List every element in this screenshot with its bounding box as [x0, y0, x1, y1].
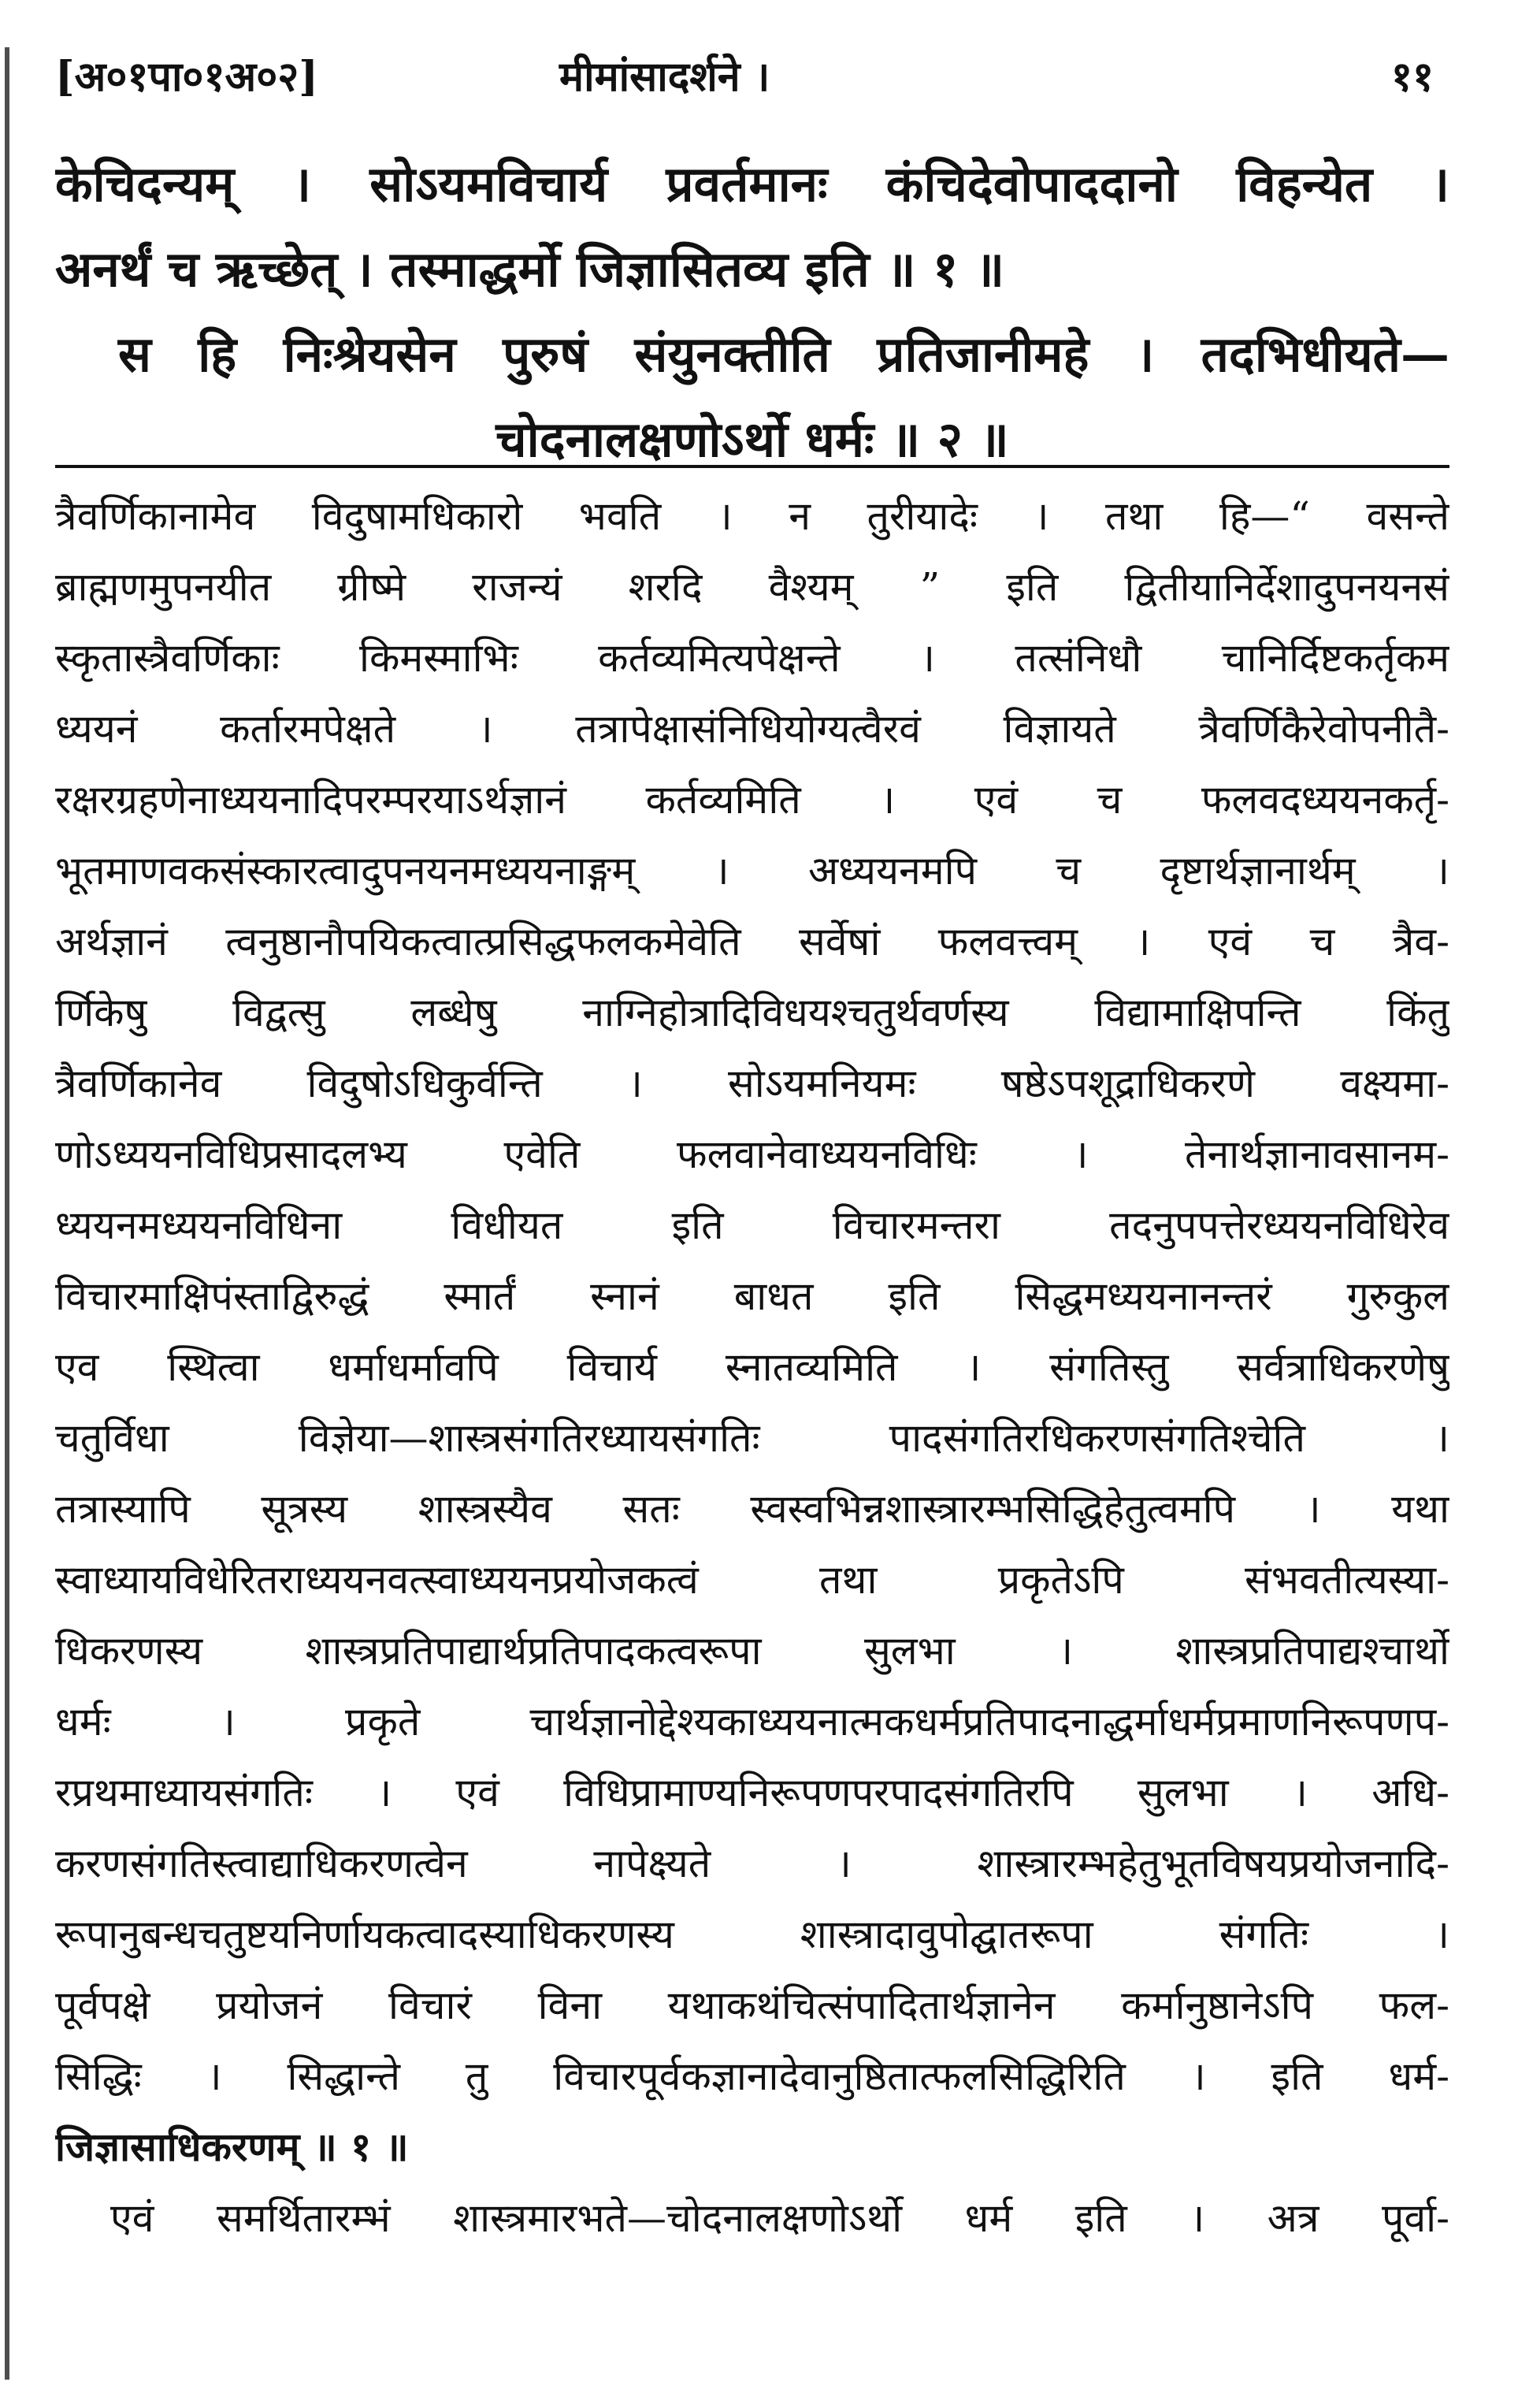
commentary-line: भूतमाणवकसंस्कारत्वादुपनयनमध्ययनाङ्गम् । अध्ययनमपि च दृष्टार्थज्ञानार्थम् । — [55, 848, 1449, 894]
commentary-line: र्णिकेषु विद्वत्सु लब्धेषु नाग्निहोत्रादिविधयश्चतुर्थवर्णस्य विद्यामाक्षिपन्ति किंतु — [55, 990, 1449, 1035]
sutra-line: अनर्थं च ऋच्छेत् । तस्माद्धर्मो जिज्ञासितव्य इति ॥ १ ॥ — [55, 240, 1004, 298]
commentary-line: ब्राह्मणमुपनयीत ग्रीष्मे राजन्यं शरदि वैश्यम् ” इति द्वितीयानिर्देशादुपनयनसं — [55, 564, 1449, 610]
commentary-line: रूपानुबन्धचतुष्टयनिर्णायकत्वादस्याधिकरणस्य शास्त्रादावुपोद्घातरूपा संगतिः । — [55, 1912, 1449, 1957]
commentary-line: एवं समर्थितारम्भं शास्त्रमारभते—चोदनालक्षणोऽर्थो धर्म इति । अत्र पूर्वा- — [110, 2195, 1449, 2241]
sutra-heading: चोदनालक्षणोऽर्थो धर्मः ॥ २ ॥ — [495, 411, 1009, 468]
chapter-reference: [अ०१पा०१अ०२] — [55, 53, 318, 101]
commentary-line: त्रैवर्णिकानामेव विदुषामधिकारो भवति । न तुरीयादेः । तथा हि—“ वसन्ते — [55, 493, 1449, 539]
commentary-line: करणसंगतिस्त्वाद्याधिकरणत्वेन नापेक्ष्यते । शास्त्रारम्भहेतुभूतविषयप्रयोजनादि- — [55, 1841, 1449, 1886]
commentary-line: विचारमाक्षिपंस्ताद्विरुद्धं स्मार्तं स्नानं बाधत इति सिद्धमध्ययनानन्तरं गुरुकुल — [55, 1273, 1449, 1319]
commentary-line: ध्ययनं कर्तारमपेक्षते । तत्रापेक्षासंनिधियोग्यत्वैरवं विज्ञायते त्रैवर्णिकैरेवोपनीतै- — [55, 706, 1449, 752]
page-number: ११ — [1390, 53, 1434, 101]
commentary-text — [55, 481, 1449, 2254]
commentary-line: स्वाध्यायविधेरितराध्ययनवत्स्वाध्ययनप्रयोजकत्वं तथा प्रकृतेऽपि संभवतीत्यस्या- — [55, 1557, 1449, 1603]
commentary-line: धिकरणस्य शास्त्रप्रतिपाद्यार्थप्रतिपादकत्वरूपा सुलभा । शास्त्रप्रतिपाद्यश्चार्थो — [55, 1628, 1449, 1674]
commentary-line: णोऽध्ययनविधिप्रसादलभ्य एवेति फलवानेवाध्ययनविधिः । तेनार्थज्ञानावसानम- — [55, 1132, 1449, 1177]
commentary-line: सिद्धिः । सिद्धान्ते तु विचारपूर्वकज्ञानादेवानुष्ठितात्फलसिद्धिरिति । इति धर्म- — [55, 2053, 1449, 2099]
sutra-line: स हि निःश्रेयसेन पुरुषं संयुनक्तीति प्रतिजानीमहे । तदभिधीयते— — [118, 325, 1449, 383]
commentary-line: त्रैवर्णिकानेव विदुषोऽधिकुर्वन्ति । सोऽयमनियमः षष्ठेऽपशूद्राधिकरणे वक्ष्यमा- — [55, 1061, 1449, 1106]
adhikarana-end-line: जिज्ञासाधिकरणम् ॥ १ ॥ — [55, 2124, 409, 2170]
running-title: मीमांसादर्शने । — [559, 53, 770, 101]
commentary-line: पूर्वपक्षे प्रयोजनं विचारं विना यथाकथंचित्संपादितार्थज्ञानेन कर्मानुष्ठानेऽपि फल- — [55, 1983, 1449, 2028]
sutra-text — [55, 142, 1449, 482]
commentary-line: ध्ययनमध्ययनविधिना विधीयत इति विचारमन्तरा तदनुपपत्तेरध्ययनविधिरेव — [55, 1202, 1449, 1248]
commentary-line: रक्षरग्रहणेनाध्ययनादिपरम्परयाऽर्थज्ञानं कर्तव्यमिति । एवं च फलवदध्ययनकर्तृ- — [55, 777, 1449, 823]
running-head — [47, 39, 1434, 118]
commentary-line: स्कृतास्त्रैवर्णिकाः किमस्माभिः कर्तव्यमित्यपेक्षन्ते । तत्संनिधौ चानिर्दिष्टकर्तृकम — [55, 635, 1449, 681]
divider-rule — [55, 465, 1449, 468]
commentary-line: एव स्थित्वा धर्माधर्मावपि विचार्य स्नातव्यमिति । संगतिस्तु सर्वत्राधिकरणेषु — [55, 1344, 1449, 1390]
commentary-line: अर्थज्ञानं त्वनुष्ठानौपयिकत्वात्प्रसिद्धफलकमेवेति सर्वेषां फलवत्त्वम् । एवं च त्रैव- — [55, 919, 1449, 964]
commentary-line: रप्रथमाध्यायसंगतिः । एवं विधिप्रामाण्यनिरूपणपरपादसंगतिरपि सुलभा । अधि- — [55, 1770, 1449, 1815]
sutra-line: केचिदन्यम् । सोऽयमविचार्य प्रवर्तमानः कंचिदेवोपाददानो विहन्येत । — [55, 155, 1449, 213]
binding-edge-shadow — [5, 47, 9, 2380]
commentary-line: तत्रास्यापि सूत्रस्य शास्त्रस्यैव सतः स्वस्वभिन्नशास्त्रारम्भसिद्धिहेतुत्वमपि । यथा — [55, 1486, 1449, 1532]
commentary-line: धर्मः । प्रकृते चार्थज्ञानोद्देश्यकाध्ययनात्मकधर्मप्रतिपादनाद्धर्माधर्मप्रमाणनिरूपणप- — [55, 1699, 1449, 1745]
commentary-line: चतुर्विधा विज्ञेया—शास्त्रसंगतिरध्यायसंगतिः पादसंगतिरधिकरणसंगतिश्चेति । — [55, 1415, 1449, 1461]
